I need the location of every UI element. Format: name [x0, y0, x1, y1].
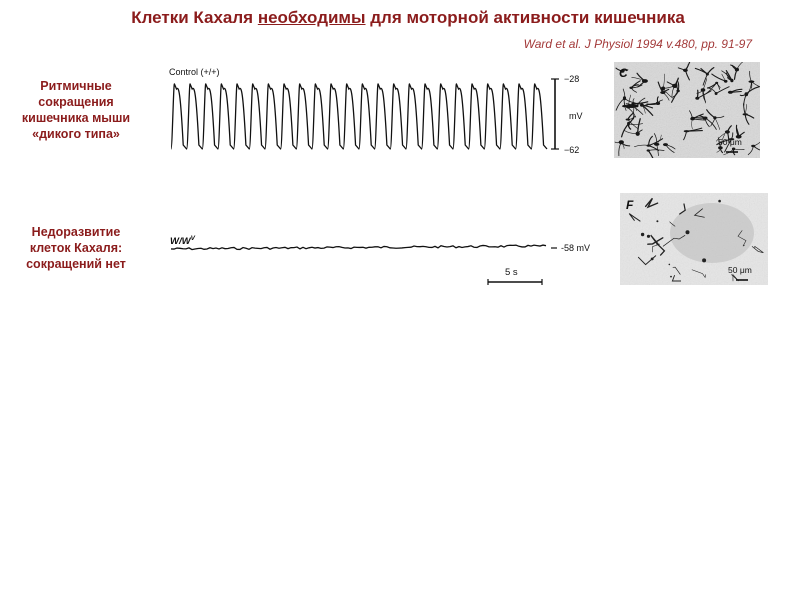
- speck: [641, 233, 644, 236]
- cell-process: [697, 90, 698, 98]
- speck: [718, 200, 721, 203]
- voltage-bottom-value: −62: [564, 145, 580, 155]
- speck: [686, 230, 690, 234]
- title-underlined: необходимы: [257, 8, 366, 27]
- speck: [647, 235, 650, 238]
- wild-type-line-4: «дикого типа»: [32, 127, 120, 141]
- micrograph-mutant-letter: F: [626, 198, 634, 212]
- speck: [670, 276, 672, 278]
- slide-title: [0, 8, 800, 28]
- mutant-label: [6, 224, 146, 272]
- mutant-level-value: -58 mV: [561, 243, 591, 253]
- voltage-unit: mV: [569, 111, 583, 121]
- mutant-trace-figure: [165, 228, 605, 293]
- speck: [651, 258, 654, 261]
- wild-type-line-1: Ритмичные: [40, 79, 112, 93]
- title-part2: для моторной активности кишечника: [365, 8, 685, 27]
- voltage-top-value: −28: [564, 74, 580, 84]
- wild-type-line-2: сокращения: [38, 95, 114, 109]
- mutant-line-1: Недоразвитие: [31, 225, 121, 239]
- mutant-line-2: клеток Кахаля:: [29, 241, 123, 255]
- title-part1: Клетки Кахаля: [131, 8, 258, 27]
- micrograph-mutant: [620, 193, 768, 285]
- wild-type-line-3: кишечника мыши: [21, 111, 131, 125]
- speck: [754, 246, 756, 248]
- wild-type-label: [6, 78, 146, 142]
- citation: Ward et al. J Physiol 1994 v.480, pp. 91-97: [523, 37, 752, 51]
- micrograph-wild-type-scale-label: 50 μm: [718, 137, 742, 147]
- control-trace-figure: [165, 58, 605, 158]
- speck: [656, 220, 658, 222]
- micrograph-mutant-scale-label: 50 μm: [728, 265, 752, 275]
- cell-process: [687, 131, 703, 132]
- control-trace-wave: [171, 84, 547, 149]
- mutant-trace-wave: [171, 245, 546, 250]
- speck: [669, 264, 671, 266]
- micrograph-wild-type-letter: C: [619, 66, 628, 80]
- speck: [702, 258, 706, 262]
- control-trace-label: Control (+/+): [169, 67, 220, 77]
- mutant-trace-label: $W/W^V$: [170, 235, 195, 247]
- mutant-line-3: сокращений нет: [26, 257, 126, 271]
- micrograph-wild-type: [614, 62, 760, 158]
- time-scale-label: 5 s: [505, 267, 518, 278]
